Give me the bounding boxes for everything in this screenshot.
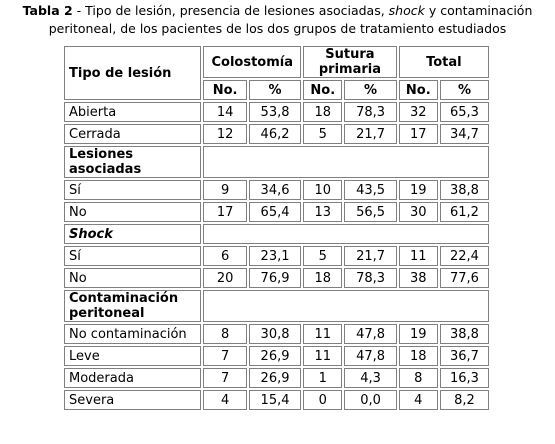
table-cell: 78,3 — [344, 102, 396, 122]
table-cell: 17 — [203, 202, 247, 222]
table-cell: 4,3 — [344, 368, 396, 388]
table-cell: 11 — [303, 346, 342, 366]
table-cell: 13 — [303, 202, 342, 222]
table-cell: 76,9 — [249, 268, 301, 288]
table-cell: 21,7 — [344, 124, 396, 144]
table-caption — [0, 2, 555, 38]
subheader-cell: % — [440, 80, 489, 100]
row-label: Moderada — [64, 368, 201, 388]
subheader-cell: No. — [303, 80, 342, 100]
table-cell: 20 — [203, 268, 247, 288]
table-cell: 0 — [303, 390, 342, 410]
table-cell: 78,3 — [344, 268, 396, 288]
table-row — [64, 324, 489, 344]
table-cell: 30 — [399, 202, 438, 222]
table-row — [64, 268, 489, 288]
table-body — [64, 46, 489, 410]
table-cell: 32 — [399, 102, 438, 122]
table-cell: 8 — [203, 324, 247, 344]
data-table — [62, 44, 491, 412]
table-cell: 18 — [303, 268, 342, 288]
section-row — [64, 224, 489, 244]
section-row — [64, 290, 489, 322]
table-cell: 19 — [399, 180, 438, 200]
group-header-sutura-primaria: Sutura primaria — [303, 46, 397, 78]
subheader-cell: No. — [399, 80, 438, 100]
group-header-total: Total — [399, 46, 489, 78]
table-cell: 8,2 — [440, 390, 489, 410]
table-cell: 65,3 — [440, 102, 489, 122]
row-label: Cerrada — [64, 124, 201, 144]
section-label: Lesiones asociadas — [64, 146, 201, 178]
table-cell: 9 — [203, 180, 247, 200]
caption-label: Tabla 2 — [22, 3, 73, 18]
row-label: Sí — [64, 180, 201, 200]
row-label: No — [64, 268, 201, 288]
table-cell: 14 — [203, 102, 247, 122]
table-cell: 22,4 — [440, 246, 489, 266]
table-cell: 26,9 — [249, 368, 301, 388]
table-cell: 6 — [203, 246, 247, 266]
table-cell: 21,7 — [344, 246, 396, 266]
subheader-cell: No. — [203, 80, 247, 100]
table-cell: 56,5 — [344, 202, 396, 222]
table-row — [64, 368, 489, 388]
table-row — [64, 180, 489, 200]
section-label — [64, 224, 201, 244]
table-cell: 4 — [203, 390, 247, 410]
table-row — [64, 246, 489, 266]
table-cell: 7 — [203, 346, 247, 366]
table-cell: 23,1 — [249, 246, 301, 266]
table-cell: 34,6 — [249, 180, 301, 200]
table-cell: 7 — [203, 368, 247, 388]
section-empty-cell — [203, 290, 489, 322]
table-cell: 30,8 — [249, 324, 301, 344]
table-cell: 1 — [303, 368, 342, 388]
section-label-text: Shock — [69, 226, 113, 242]
table-cell: 77,6 — [440, 268, 489, 288]
caption-text-before: - Tipo de lesión, presencia de lesiones asociadas, — [72, 3, 389, 18]
table-cell: 47,8 — [344, 324, 396, 344]
section-row — [64, 146, 489, 178]
row-header-cell: Tipo de lesión — [64, 46, 201, 100]
caption-text-italic: shock — [388, 3, 425, 18]
table-cell: 34,7 — [440, 124, 489, 144]
table-cell: 43,5 — [344, 180, 396, 200]
table-cell: 19 — [399, 324, 438, 344]
row-label: Leve — [64, 346, 201, 366]
table-cell: 0,0 — [344, 390, 396, 410]
subheader-cell: % — [249, 80, 301, 100]
table-row — [64, 102, 489, 122]
table-row — [64, 124, 489, 144]
table-cell: 11 — [303, 324, 342, 344]
table-cell: 26,9 — [249, 346, 301, 366]
table-cell: 47,8 — [344, 346, 396, 366]
table-cell: 10 — [303, 180, 342, 200]
table-cell: 4 — [399, 390, 438, 410]
table-cell: 12 — [203, 124, 247, 144]
section-label: Contaminación peritoneal — [64, 290, 201, 322]
table-cell: 8 — [399, 368, 438, 388]
group-header-colostomia: Colostomía — [203, 46, 301, 78]
row-label: Abierta — [64, 102, 201, 122]
section-empty-cell — [203, 224, 489, 244]
table-cell: 18 — [399, 346, 438, 366]
caption-text-after: y contaminación peritoneal, de los pacientes de los dos grupos de tratamiento estudiados — [48, 3, 533, 36]
subheader-cell: % — [344, 80, 396, 100]
table-cell: 17 — [399, 124, 438, 144]
header-row-groups — [64, 46, 489, 78]
table-cell: 38,8 — [440, 180, 489, 200]
table-cell: 46,2 — [249, 124, 301, 144]
table-cell: 5 — [303, 124, 342, 144]
table-cell: 38 — [399, 268, 438, 288]
section-empty-cell — [203, 146, 489, 178]
row-label: No contaminación — [64, 324, 201, 344]
row-label: Sí — [64, 246, 201, 266]
table-cell: 16,3 — [440, 368, 489, 388]
table-cell: 38,8 — [440, 324, 489, 344]
row-label: Severa — [64, 390, 201, 410]
table-row — [64, 202, 489, 222]
table-cell: 65,4 — [249, 202, 301, 222]
table-cell: 53,8 — [249, 102, 301, 122]
table-cell: 61,2 — [440, 202, 489, 222]
table-cell: 5 — [303, 246, 342, 266]
table-cell: 18 — [303, 102, 342, 122]
row-label: No — [64, 202, 201, 222]
table-cell: 15,4 — [249, 390, 301, 410]
table-row — [64, 346, 489, 366]
table-cell: 36,7 — [440, 346, 489, 366]
table-cell: 11 — [399, 246, 438, 266]
table-row — [64, 390, 489, 410]
